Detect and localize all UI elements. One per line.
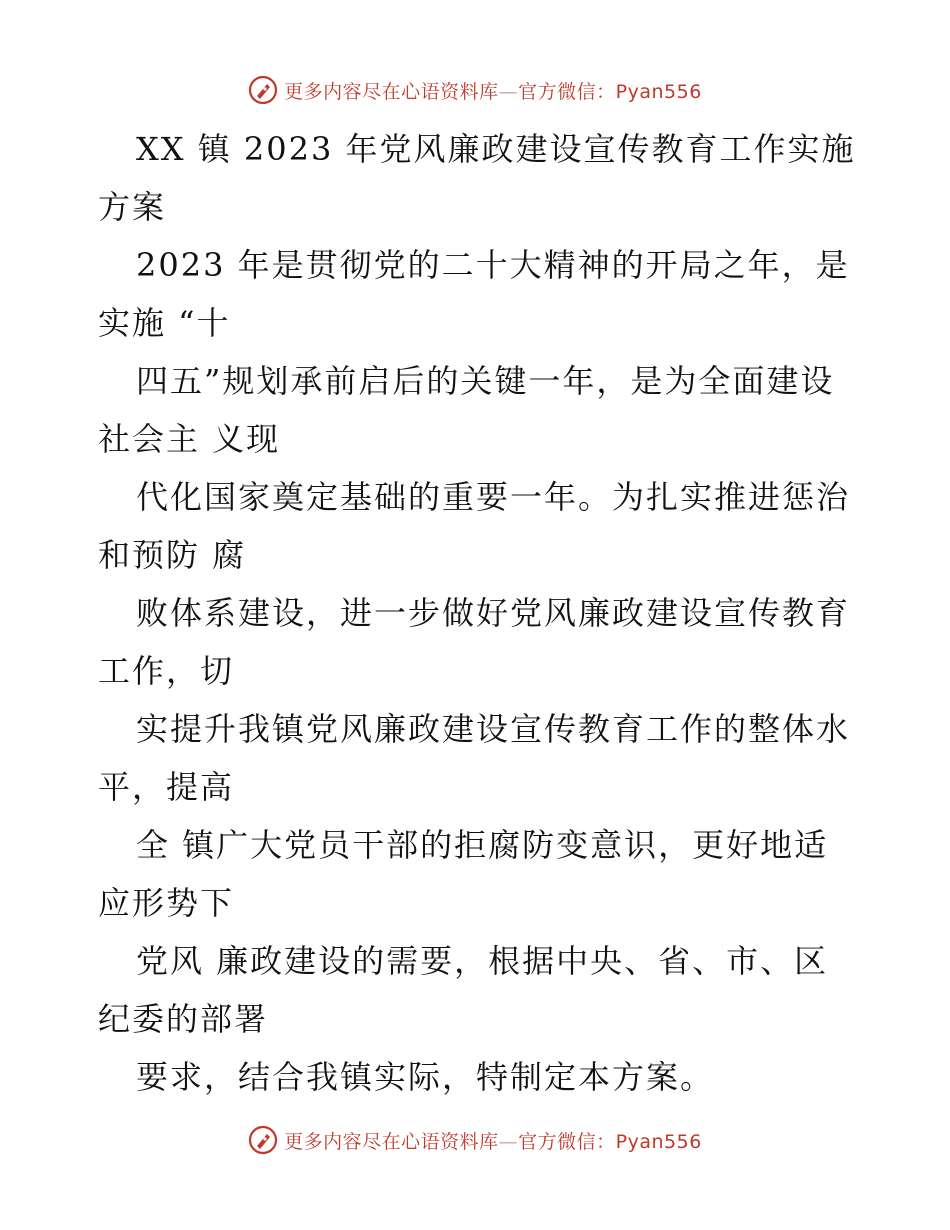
footer-watermark-banner [0, 1120, 950, 1160]
paragraph-line: 要求，结合我镇实际，特制定本方案。 [136, 1058, 715, 1096]
header-watermark-banner [0, 70, 950, 110]
doc-title-line-2: 方案 [98, 188, 167, 226]
paragraph-line: 党风 廉政建设的需要，根据中央、省、市、区 [136, 942, 829, 980]
paragraph-line: 2023 年是贯彻党的二十大精神的开局之年，是 [136, 246, 850, 284]
paragraph-line: 应形势下 [98, 884, 235, 922]
paragraph-line: 平，提高 [98, 768, 235, 806]
watermark-text: 更多内容尽在心语资料库—官方微信：Pyan556 [284, 80, 702, 103]
document-body [98, 120, 858, 1106]
paragraph-line: 全 镇广大党员干部的拒腐防变意识，更好地适 [136, 826, 829, 864]
paragraph-line: 工作，切 [98, 652, 235, 690]
pen-nib-icon [248, 1125, 278, 1155]
paragraph-line: 败体系建设，进一步做好党风廉政建设宣传教育 [136, 594, 851, 632]
paragraph-line: 实提升我镇党风廉政建设宣传教育工作的整体水 [136, 710, 851, 748]
paragraph-line: 代化国家奠定基础的重要一年。为扎实推进惩治 [136, 478, 851, 516]
watermark-text: 更多内容尽在心语资料库—官方微信：Pyan556 [284, 1130, 702, 1153]
doc-title-line-1: XX 镇 2023 年党风廉政建设宣传教育工作实施 [136, 130, 856, 168]
paragraph-line: 和预防 腐 [98, 536, 247, 574]
paragraph-line: 纪委的部署 [98, 1000, 269, 1038]
paragraph-line: 实施 “十 [98, 304, 231, 342]
pen-nib-icon [248, 75, 278, 105]
paragraph-line: 四五”规划承前启后的关键一年，是为全面建设 [136, 362, 835, 400]
paragraph-line: 社会主 义现 [98, 420, 281, 458]
